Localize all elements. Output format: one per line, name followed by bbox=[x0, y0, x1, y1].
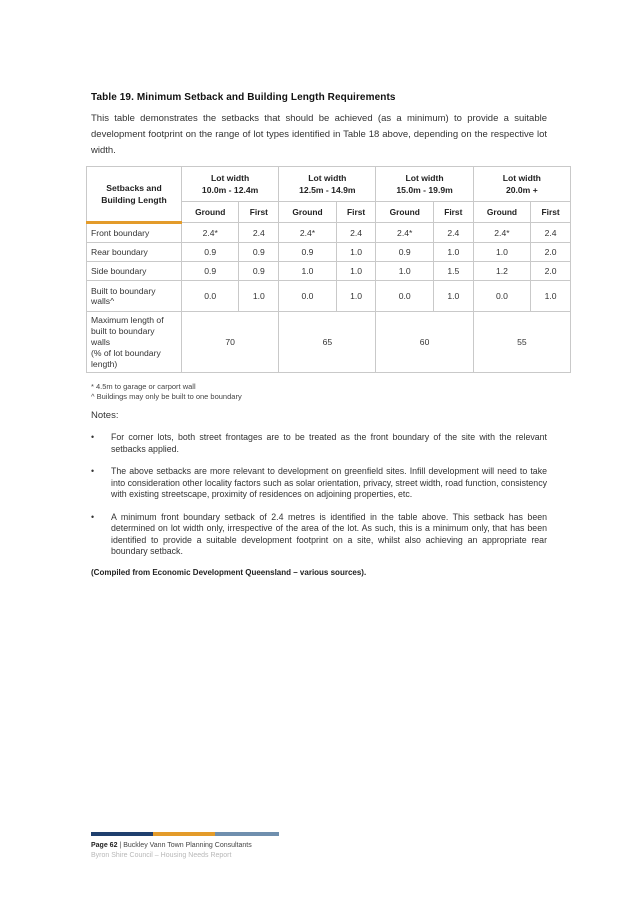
table-title: Table 19. Minimum Setback and Building Length Requirements bbox=[91, 92, 396, 103]
table-cell: 0.9 bbox=[182, 243, 239, 262]
table-cell: 2.4 bbox=[239, 223, 279, 243]
subheader-ground: Ground bbox=[376, 202, 433, 223]
row-label-line: walls^ bbox=[91, 296, 115, 306]
table-row bbox=[87, 312, 571, 373]
table-cell: 1.0 bbox=[336, 243, 376, 262]
row-label-line: Built to boundary bbox=[91, 286, 156, 296]
table-cell: 1.0 bbox=[376, 262, 433, 281]
table-row bbox=[87, 262, 571, 281]
table-cell: 0.9 bbox=[239, 262, 279, 281]
list-item bbox=[91, 512, 547, 558]
setback-table bbox=[86, 166, 571, 373]
row-label-line: length) bbox=[91, 358, 118, 369]
table-cell: 2.4* bbox=[473, 223, 530, 243]
corner-header-line2: Building Length bbox=[101, 195, 167, 205]
group-header-line1: Lot width bbox=[308, 173, 347, 183]
table-cell: 1.0 bbox=[433, 243, 473, 262]
table-cell: 1.0 bbox=[239, 281, 279, 312]
group-header-line2: 10.0m - 12.4m bbox=[201, 185, 259, 195]
subheader-first: First bbox=[433, 202, 473, 223]
page-number: Page 62 bbox=[91, 842, 118, 849]
subheader-ground: Ground bbox=[473, 202, 530, 223]
list-item bbox=[91, 466, 547, 501]
table-cell: 60 bbox=[376, 312, 473, 373]
table-cell: 2.4 bbox=[433, 223, 473, 243]
footer-bar-segment-navy bbox=[91, 832, 153, 836]
group-header-line1: Lot width bbox=[405, 173, 444, 183]
table-cell: 1.0 bbox=[531, 281, 571, 312]
subheader-first: First bbox=[531, 202, 571, 223]
table-footnotes bbox=[91, 382, 242, 402]
list-item bbox=[91, 432, 547, 455]
row-label: Front boundary bbox=[87, 223, 182, 243]
row-label: Side boundary bbox=[87, 262, 182, 281]
table-row bbox=[87, 281, 571, 312]
table-cell: 0.9 bbox=[239, 243, 279, 262]
footer-page-line bbox=[91, 842, 252, 849]
table-cell: 70 bbox=[182, 312, 279, 373]
footer-color-bar bbox=[91, 832, 279, 836]
report-name: Byron Shire Council – Housing Needs Report bbox=[91, 852, 232, 859]
table-cell: 1.0 bbox=[336, 262, 376, 281]
group-header-line1: Lot width bbox=[502, 173, 541, 183]
table-row bbox=[87, 223, 571, 243]
bullet-icon: • bbox=[91, 432, 95, 442]
footnote-caret: ^ Buildings may only be built to one boundary bbox=[91, 392, 242, 401]
list-item-text: A minimum front boundary setback of 2.4 metres is identified in the table above. This setback has been determined on lot width only, irrespective of the area of the lot. As such, this is a minimum only, that has been identified to provide a suitable development footprint on a site, whilst also achieving an appropriate rear boundary setback. bbox=[111, 511, 547, 556]
table-cell: 0.9 bbox=[279, 243, 336, 262]
group-header-line2: 15.0m - 19.9m bbox=[396, 185, 453, 195]
table-cell: 2.4 bbox=[336, 223, 376, 243]
row-label-line: built to boundary bbox=[91, 325, 155, 336]
table-cell: 0.9 bbox=[376, 243, 433, 262]
group-header-line1: Lot width bbox=[211, 173, 250, 183]
table-cell: 65 bbox=[279, 312, 376, 373]
table-cell: 2.4* bbox=[182, 223, 239, 243]
footer-bar-segment-steel bbox=[215, 832, 279, 836]
table-cell: 1.2 bbox=[473, 262, 530, 281]
corner-header bbox=[87, 167, 182, 223]
subheader-first: First bbox=[336, 202, 376, 223]
group-header bbox=[473, 167, 570, 202]
footer-separator: | bbox=[117, 842, 124, 849]
group-header bbox=[182, 167, 279, 202]
table-cell: 1.0 bbox=[336, 281, 376, 312]
subheader-first: First bbox=[239, 202, 279, 223]
subheader-ground: Ground bbox=[279, 202, 336, 223]
row-label bbox=[87, 281, 182, 312]
row-label-line: walls bbox=[91, 336, 111, 347]
table-cell: 2.4* bbox=[376, 223, 433, 243]
firm-name: Buckley Vann Town Planning Consultants bbox=[123, 842, 252, 849]
notes-heading: Notes: bbox=[91, 410, 119, 421]
table-row bbox=[87, 243, 571, 262]
corner-header-line1: Setbacks and bbox=[106, 183, 162, 193]
table-cell: 55 bbox=[473, 312, 570, 373]
table-cell: 1.0 bbox=[433, 281, 473, 312]
row-label-line: Maximum length of bbox=[91, 314, 164, 325]
table-cell: 0.0 bbox=[279, 281, 336, 312]
table-cell: 0.0 bbox=[473, 281, 530, 312]
table-cell: 0.0 bbox=[376, 281, 433, 312]
table-header-row bbox=[87, 167, 571, 202]
table-cell: 2.4* bbox=[279, 223, 336, 243]
intro-paragraph: This table demonstrates the setbacks that should be achieved (as a minimum) to provide a suitable development footprint on the range of lot types identified in Table 18 above, depending on the respective lot width. bbox=[91, 113, 547, 156]
table-cell: 1.5 bbox=[433, 262, 473, 281]
group-header-line2: 12.5m - 14.9m bbox=[299, 185, 356, 195]
group-header bbox=[376, 167, 473, 202]
source-note: (Compiled from Economic Development Queensland – various sources). bbox=[91, 568, 367, 577]
bullet-icon: • bbox=[91, 466, 95, 476]
table-cell: 2.4 bbox=[531, 223, 571, 243]
footnote-star: * 4.5m to garage or carport wall bbox=[91, 382, 196, 391]
list-item-text: For corner lots, both street frontages are to be treated as the front boundary of the site with the relevant setbacks applied. bbox=[111, 432, 547, 454]
group-header-line2: 20.0m + bbox=[505, 185, 538, 195]
footer-bar-segment-orange bbox=[153, 832, 215, 836]
row-label: Rear boundary bbox=[87, 243, 182, 262]
table-cell: 2.0 bbox=[531, 262, 571, 281]
table-cell: 1.0 bbox=[473, 243, 530, 262]
table-cell: 0.0 bbox=[182, 281, 239, 312]
table-cell: 0.9 bbox=[182, 262, 239, 281]
bullet-icon: • bbox=[91, 511, 95, 522]
table-cell: 1.0 bbox=[279, 262, 336, 281]
row-label bbox=[87, 312, 182, 373]
subheader-ground: Ground bbox=[182, 202, 239, 223]
list-item-text: The above setbacks are more relevant to development on greenfield sites. Infill development will need to take into consideration other locality factors such as solar orientation, privacy, street width, road function, consistency with existing streetscape, proximity of residences on adjoining properties, etc. bbox=[111, 466, 547, 499]
notes-list bbox=[91, 432, 547, 569]
table-cell: 2.0 bbox=[531, 243, 571, 262]
group-header bbox=[279, 167, 376, 202]
row-label-line: (% of lot boundary bbox=[91, 347, 161, 358]
